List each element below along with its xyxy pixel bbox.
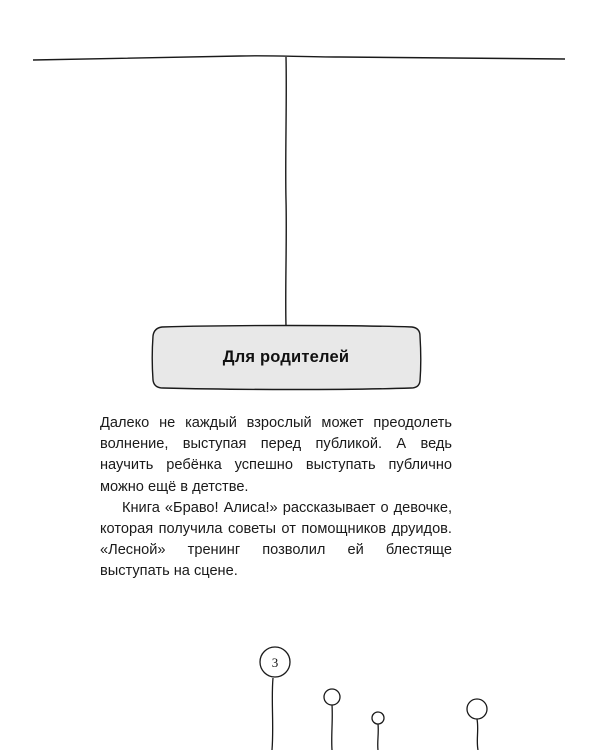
page-number: 3 — [271, 655, 279, 670]
paragraph-2: Книга «Браво! Алиса!» рассказывает о девочке, которая получила советы от помощников друидов. «Лесной» тренинг позволил ей блестяще выступать на сцене. — [100, 499, 452, 580]
flower-bud-1 — [324, 689, 340, 705]
body-text — [100, 413, 452, 583]
flower-stem-3 — [477, 719, 478, 750]
page-number-stem — [272, 678, 273, 750]
flower-stem-1 — [332, 705, 333, 750]
flower-bud-3 — [467, 699, 487, 719]
sign-string — [286, 57, 287, 326]
flower-bud-2 — [372, 712, 384, 724]
paragraph-1: Далеко не каждый взрослый может преодолеть волнение, выступая перед публикой. А ведь научить ребёнка успешно выступать публично можно ещё в детстве. — [100, 415, 452, 495]
hanging-wire — [33, 56, 565, 60]
flower-stem-2 — [378, 724, 379, 750]
sign-title: Для родителей — [222, 347, 350, 366]
